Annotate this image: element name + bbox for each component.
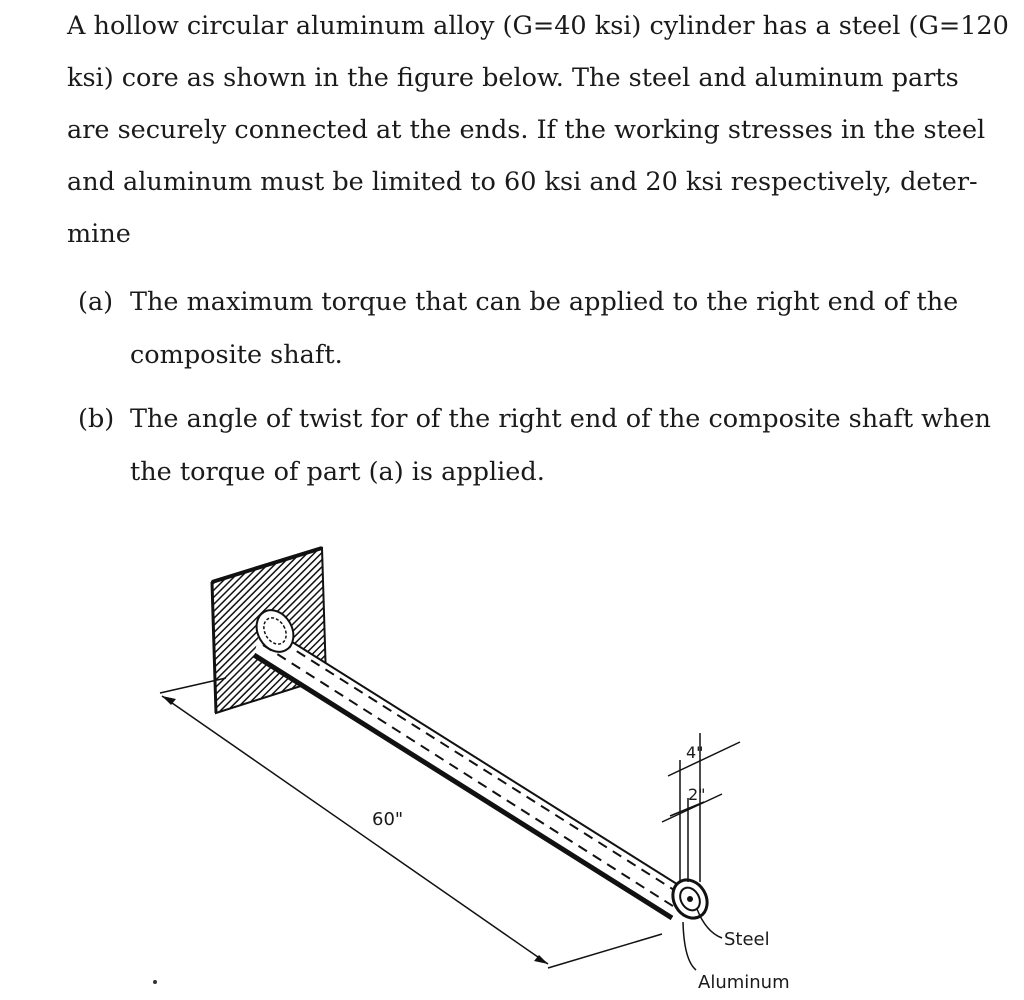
part-a-line-1: The maximum torque that can be applied to the right end of the xyxy=(130,287,959,317)
part-a-marker: (a) xyxy=(78,287,114,317)
steel-label: Steel xyxy=(724,929,770,950)
part-a-line-2: composite shaft. xyxy=(130,340,343,370)
inner-diameter-label: 2" xyxy=(688,785,706,804)
length-label: 60" xyxy=(372,809,404,830)
shaft-figure xyxy=(0,520,1024,1000)
problem-line-4: and aluminum must be limited to 60 ksi and 20 ksi respectively, deter- xyxy=(67,167,978,197)
problem-line-3: are securely connected at the ends. If the working stresses in the steel xyxy=(67,115,986,145)
part-b-marker: (b) xyxy=(78,404,115,434)
problem-line-2: ksi) core as shown in the figure below. The steel and aluminum parts xyxy=(67,63,959,93)
problem-line-5: mine xyxy=(67,219,131,249)
problem-statement xyxy=(67,0,1009,260)
stray-dot xyxy=(153,980,157,984)
outer-diameter-label: 4" xyxy=(686,743,704,762)
part-b-line-2: the torque of part (a) is applied. xyxy=(130,457,545,487)
part-b-line-1: The angle of twist for of the right end of the composite shaft when xyxy=(130,404,991,434)
problem-line-1: A hollow circular aluminum alloy (G=40 ksi) cylinder has a steel (G=120 xyxy=(67,11,1009,41)
aluminum-label: Aluminum xyxy=(698,972,790,993)
